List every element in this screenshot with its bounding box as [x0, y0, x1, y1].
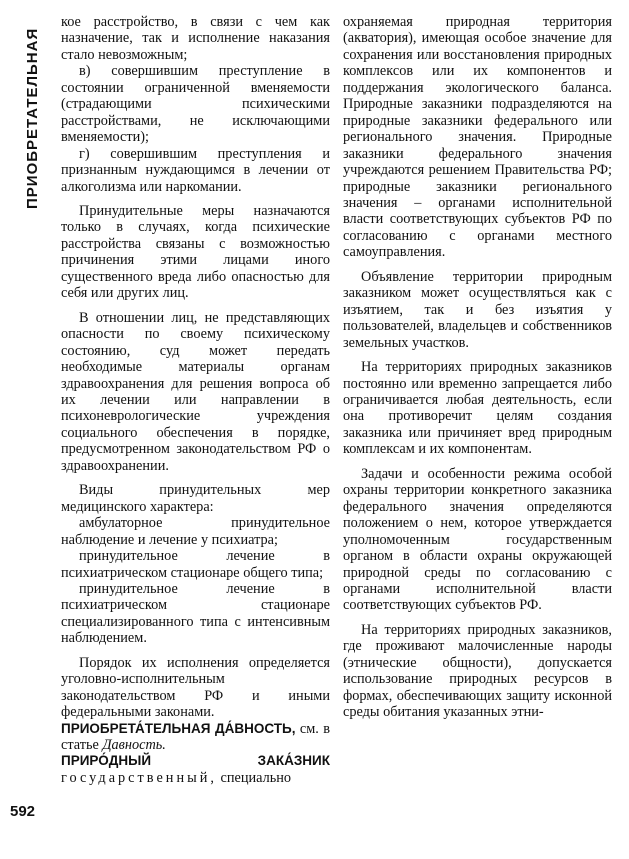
paragraph: В отношении лиц, не представляющих опасности по своему психическому состоянию, суд может передать необходимые материалы органам здравоохранения для решения вопроса об их лечении или направлении в психоневрологические учреждения социального обеспечения в порядке, предусмотренном законодательством РФ о здравоохранении. [61, 309, 330, 474]
entry-term: ПРИРО́ДНЫЙ ЗАКА́ЗНИК [61, 753, 330, 769]
paragraph: Порядок их исполнения определяется уголовно-исполнительным законодательством РФ и иными федеральными законами. [61, 654, 330, 721]
paragraph: в) совершившим преступление в состоянии ограниченной вменяемости (страдающими психическими расстройствами, не исключающими вменяемости); [61, 63, 330, 146]
paragraph: принудительное лечение в психиатрическом стационаре общего типа; [61, 548, 330, 581]
right-column [343, 14, 612, 721]
dictionary-entry [61, 721, 330, 754]
cross-reference: Давность. [102, 737, 166, 754]
paragraph: амбулаторное принудительное наблюдение и лечение у психиатра; [61, 515, 330, 548]
paragraph: охраняемая природная территория (акватория), имеющая особое значение для сохранения или восстановления природных комплексов или их компонентов и поддержания экологического баланса. Природные заказники подразделяются на природные заказники федерального или регионального значения. Природные заказники федерального значения учреждаются решением Правительства РФ; природные заказники регионального значения – органами исполнительной власти соответствующих субъектов РФ по согласованию с органами местного самоуправления. [343, 14, 612, 261]
paragraph: Виды принудительных мер медицинского характера: [61, 482, 330, 515]
paragraph: Объявление территории природным заказником может осуществляться как с изъятием, так и без изъятия у пользователей, владельцев и собственников земельных участков. [343, 268, 612, 351]
paragraph: На территориях природных заказников постоянно или временно запрещается либо ограничивается любая деятельность, если она противоречит целям создания заказника или причиняет вред природным комплексам и их компонентам. [343, 359, 612, 458]
paragraph: На территориях природных заказников, где проживают малочисленные народы (этнические общности), допускается использование природных ресурсов в формах, обеспечивающих защиту исконной среды обитания указанных этни- [343, 621, 612, 721]
see-also-text: см. в статье [61, 720, 330, 754]
entry-spaced-text: государственный, [61, 769, 217, 786]
left-column [61, 14, 330, 786]
dictionary-entry [61, 753, 330, 786]
paragraph: Принудительные меры назначаются только в случаях, когда психические расстройства связаны с возможностью причинения этими лицами иного существенного вреда либо опасностью для себя или других лиц. [61, 202, 330, 302]
paragraph: кое расстройство, в связи с чем как назначение, так и исполнение наказания стало невозможным; [61, 14, 330, 63]
paragraph: г) совершившим преступления и признанным нуждающимся в лечении от алкоголизма или наркомании. [61, 145, 330, 195]
page-number: 592 [10, 803, 36, 820]
paragraph: принудительное лечение в психиатрическом стационаре специализированного типа с интенсивным наблюдением. [61, 580, 330, 647]
running-header: ПРИОБРЕТАТЕЛЬНАЯ [24, 27, 41, 209]
paragraph: Задачи и особенности режима особой охраны территории конкретного заказника федерального значения определяются положением о нем, которое утверждается уполномоченным государственным органом в области охраны окружающей природной среды по согласованию с органами исполнительной власти соответствующих субъектов РФ. [343, 465, 612, 614]
entry-term: ПРИОБРЕТА́ТЕЛЬНАЯ ДА́ВНОСТЬ, [61, 720, 296, 736]
entry-text: специально [220, 769, 292, 786]
